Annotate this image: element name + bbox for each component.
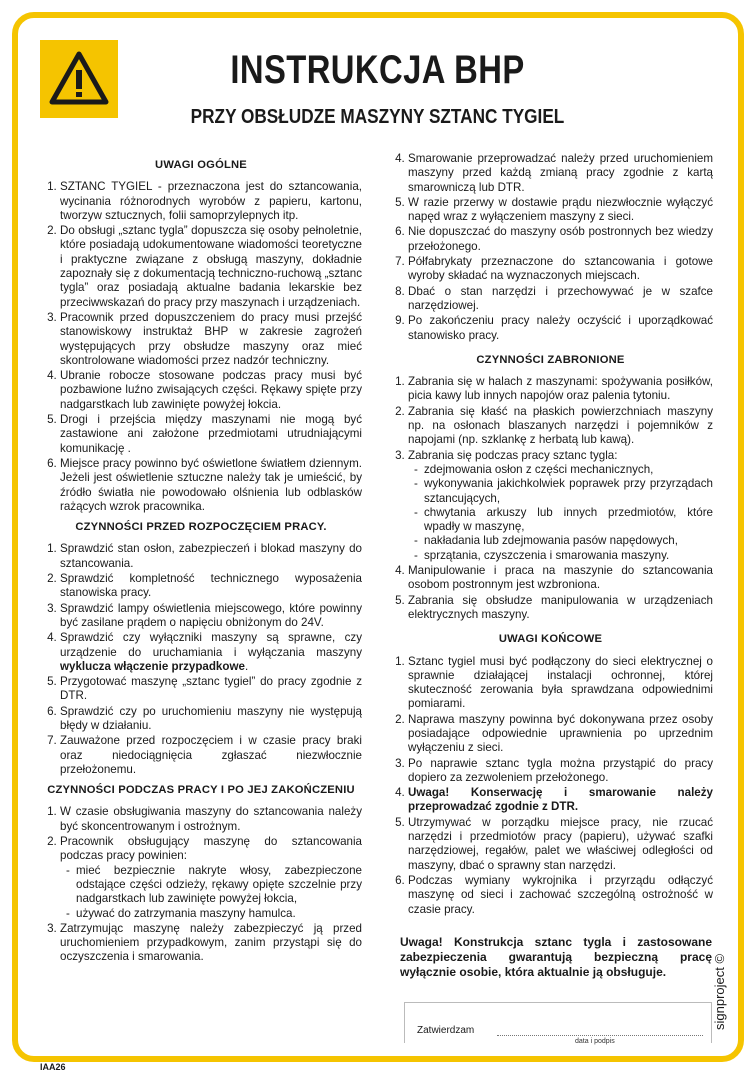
list-forbidden [388, 375, 713, 622]
list-item: 2. Sprawdzić kompletność technicznego wyposażenia stanowiska pracy. [60, 572, 362, 601]
list-item [60, 835, 362, 921]
list-item: 3. Po naprawie sztanc tygla można przystąpić do pracy dopiero za zezwoleniem przełożonego. [408, 757, 713, 786]
list-item-bold: Uwaga! Konserwację i smarowanie należy przeprowadzać zgodnie z DTR. [408, 786, 713, 814]
section-title-final: UWAGI KOŃCOWE [498, 633, 603, 646]
sub-list-item: - wykonywania jakichkolwiek poprawek przy przyrządach sztancujących, [414, 477, 713, 506]
list-item: 3. Zatrzymując maszynę należy zabezpieczyć ją przed uruchomieniem przypadkowym, zanim przystąpi się do oczyszczenia i smarowania. [60, 922, 362, 965]
list-item: 5. Utrzymywać w porządku miejsce pracy, nie rzucać narzędzi i przedmiotów pracy (papieru), używać szafki narzędziowej, regałów, palet we właściwej odległości od maszyny, dbać o sprawny stan narzędzi. [408, 816, 713, 873]
list-item: 6. Podczas wymiany wykrojnika i przyrządu odłączyć maszynę od sieci i zachować szczególną ostrożność w czasie pracy. [408, 874, 713, 917]
sub-list-item: - mieć bezpiecznie nakryte włosy, zabezpieczone odstające części odzieży, rękawy opięte szczelnie przy nadgarstkach lub zawinięte powyżej łokcia, [66, 864, 362, 907]
sub-list-item: - nakładania lub zdejmowania pasów napędowych, [414, 534, 713, 548]
brand-mark: signproject © [712, 953, 727, 1030]
page-title: INSTRUKCJA BHP [230, 48, 525, 92]
list-item: 2. Do obsługi „sztanc tygla” dopuszcza się osoby pełnoletnie, które posiadają udokumentowane wiadomości teoretyczne i praktyczne związane z obsługą maszyny, dokładnie zapoznały się z dokumentacją techniczno-ruchową „sztanc tygla” oraz posiadają aktualne badania lekarskie bez przeciwwskazań do pracy przy maszynach i urządzeniach. [60, 224, 362, 310]
sub-list [60, 864, 362, 921]
list-item: 1. SZTANC TYGIEL - przeznaczona jest do sztancowania, wycinania różnorodnych wyrobów z papieru, kartonu, tworzyw sztucznych, folii samoprzylepnych itp. [60, 180, 362, 223]
list-item: 2. Zabrania się kłaść na płaskich powierzchniach maszyny np. na osłonach blaszanych narzędzi i pojemników z napojami (np. szklankę z herbatą lub kawą). [408, 405, 713, 448]
list-item: 8. Dbać o stan narzędzi i przechowywać je w szafce narzędziowej. [408, 285, 713, 314]
signature-sublabel: data i podpis [575, 1038, 615, 1045]
sub-list-item: - używać do zatrzymania maszyny hamulca. [66, 907, 362, 921]
sub-list-item: - chwytania arkuszy lub innych przedmiotów, które wpadły w maszynę, [414, 506, 713, 535]
warning-triangle-icon [40, 40, 118, 118]
list-item: 7. Zauważone przed rozpoczęciem i w czasie pracy braki oraz niedociągnięcia zgłaszać niezwłocznie przełożonemu. [60, 734, 362, 777]
page-subtitle: PRZY OBSŁUDZE MASZYNY SZTANC TYGIEL [190, 106, 565, 128]
list-item: 5. Zabrania się obsłudze manipulowania w urządzeniach elektrycznych maszyny. [408, 594, 713, 623]
list-item: 2. Naprawa maszyny powinna być dokonywana przez osoby posiadające odpowiednie uprawnienia po uprzednim wyłączeniu z sieci. [408, 713, 713, 756]
list-item: 6. Miejsce pracy powinno być oświetlone światłem dziennym. Jeżeli jest oświetlenie sztuczne należy tak je umieścić, by źródło światła nie powodowało olśnienia lub odblasków rażących wzrok pracownika. [60, 457, 362, 514]
signature-label: Zatwierdzam [417, 1025, 475, 1036]
sub-list [408, 463, 713, 563]
list-item: 5. Drogi i przejścia między maszynami nie mogą być zastawione ani założone przedmiotami utrudniającymi komunikację . [60, 413, 362, 456]
section-title-during: CZYNNOŚCI PODCZAS PRACY I PO JEJ ZAKOŃCZENIU [47, 784, 355, 797]
list-item: 6. Sprawdzić czy po uruchomieniu maszyny nie występują błędy w działaniu. [60, 705, 362, 734]
product-code: IAA26 [40, 1062, 66, 1072]
signature-box [404, 1002, 712, 1043]
list-item: 5. Przygotować maszynę „sztanc tygiel” do pracy zgodnie z DTR. [60, 675, 362, 704]
list-during-cont [388, 152, 713, 343]
list-before [40, 542, 362, 777]
list-item: 7. Półfabrykaty przeznaczone do sztancowania i gotowe wyroby składać na wyznaczonych miejscach. [408, 255, 713, 284]
list-item: 3. Pracownik przed dopuszczeniem do pracy musi przejść stanowiskowy instruktaż BHP w zakresie zagrożeń występujących przy obsłudze maszyny oraz mieć skontrolowane wiadomości przez nadzór techniczny. [60, 311, 362, 368]
list-item: 1. Zabrania się w halach z maszynami: spożywania posiłków, picia kawy lub innych napojów oraz palenia tytoniu. [408, 375, 713, 404]
list-item: 4. Smarowanie przeprowadzać należy przed uruchomieniem maszyny przed każdą zmianą pracy zgodnie z kartą smarowniczą lub DTR. [408, 152, 713, 195]
list-item-text: Zabrania się podczas pracy sztanc tygla: [408, 448, 618, 462]
left-column [40, 152, 362, 969]
list-item-text: Sprawdzić czy wyłączniki maszyny są sprawne, czy urządzenie do uruchamiania i wyłączania maszyny [60, 631, 362, 659]
list-item-text: Pracownik obsługujący maszynę do sztancowania podczas pracy powinien: [60, 835, 362, 863]
section-title-before: CZYNNOŚCI PRZED ROZPOCZĘCIEM PRACY. [75, 521, 327, 534]
warning-sign [40, 40, 118, 118]
list-item: 3. Sprawdzić lampy oświetlenia miejscowego, które powinny być zasilane prądem o napięciu obniżonym do 24V. [60, 602, 362, 631]
list-item: 1. Sprawdzić stan osłon, zabezpieczeń i blokad maszyny do sztancowania. [60, 542, 362, 571]
list-item [408, 786, 713, 815]
list-item: 1. W czasie obsługiwania maszyny do sztancowania należy być skoncentrowanym i ostrożnym. [60, 805, 362, 834]
list-item-bold: wyklucza włączenie przypadkowe [60, 659, 245, 673]
right-column [388, 152, 713, 921]
list-general [40, 180, 362, 514]
list-item-end: . [244, 659, 249, 673]
list-item: 9. Po zakończeniu pracy należy oczyścić i uporządkować stanowisko pracy. [408, 314, 713, 343]
list-final [388, 655, 713, 917]
sub-list-item: - zdejmowania osłon z części mechanicznych, [414, 463, 713, 477]
list-item [60, 631, 362, 674]
signature-line [497, 1035, 703, 1036]
list-item: 4. Manipulowanie i praca na maszynie do sztancowania osobom postronnym jest wzbroniona. [408, 564, 713, 593]
final-notice: Uwaga! Konstrukcja sztanc tygla i zastosowane zabezpieczenia gwarantują bezpieczną pracę wyłącznie osobie, która aktualnie ją obsługuje. [400, 935, 712, 979]
list-during [40, 805, 362, 964]
list-item: 1. Sztanc tygiel musi być podłączony do sieci elektrycznej o sprawnie działającej instalacji ochronnej, której skuteczność zerowania była sprawdzana odpowiednimi pomiarami. [408, 655, 713, 712]
section-title-general: UWAGI OGÓLNE [155, 159, 247, 171]
list-item [408, 449, 713, 563]
list-item: 4. Ubranie robocze stosowane podczas pracy musi być pozbawione luźno zwisających części. Rękawy spięte przy nadgarstkach lub zawinięte powyżej łokcia. [60, 369, 362, 412]
section-title-forbidden: CZYNNOŚCI ZABRONIONE [476, 353, 625, 366]
list-item: 5. W razie przerwy w dostawie prądu niezwłocznie wyłączyć napęd wraz z wyłączeniem maszyny z sieci. [408, 196, 713, 225]
list-item: 6. Nie dopuszczać do maszyny osób postronnych bez wiedzy przełożonego. [408, 225, 713, 254]
sub-list-item: - sprzątania, czyszczenia i smarowania maszyny. [414, 549, 713, 563]
